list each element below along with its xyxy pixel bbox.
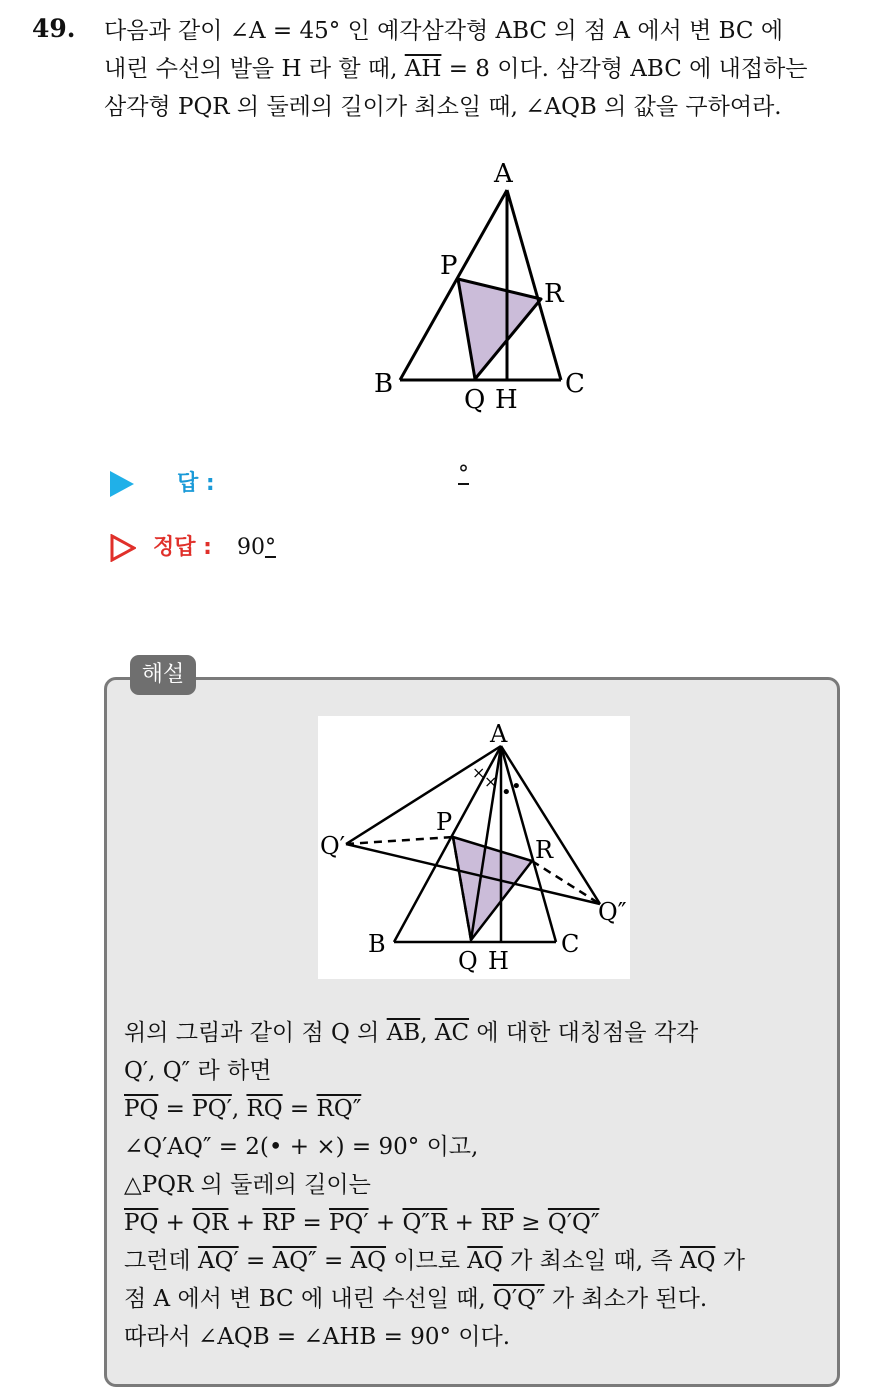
label-h: H: [495, 385, 518, 415]
text-span: ,: [420, 1020, 435, 1046]
text-span: +: [368, 1210, 403, 1236]
text-span: 가 최소일 때, 즉: [502, 1248, 680, 1274]
label-h: H: [488, 947, 509, 975]
label-r: R: [535, 836, 554, 864]
text-span: = 8 이다. 삼각형 ABC 에 내접하는: [441, 56, 808, 82]
segment-label: $\overline{RP}$: [262, 1210, 296, 1236]
text-span: △PQR 의 둘레의 길이는: [124, 1172, 371, 1198]
dot-mark-2: •: [511, 776, 522, 797]
question-text: [104, 12, 874, 126]
segment-label: AQ′: [197, 1248, 239, 1274]
segment-label: PQ′: [329, 1210, 369, 1236]
text-line: [124, 1090, 834, 1128]
segment-label: Q″R: [402, 1210, 448, 1236]
segment-label: $\overline{PQ}$: [124, 1210, 159, 1236]
text-span: 내린 수선의 발을 H 라 할 때,: [104, 56, 405, 82]
label-p: P: [436, 808, 453, 836]
text-span: 삼각형 PQR 의 둘레의 길이가 최소일 때, ∠AQB 의 값을 구하여라.: [104, 94, 782, 120]
text-span: =: [282, 1096, 317, 1122]
inscribed-triangle-pqr: [458, 279, 541, 379]
segment-label: $\overline{AH}$: [404, 56, 442, 82]
label-p: P: [440, 251, 458, 281]
line-aq1: [346, 746, 501, 844]
label-b: B: [374, 369, 394, 399]
text-span: ,: [231, 1096, 247, 1122]
segment-label: $\overline{AC}$: [434, 1020, 470, 1046]
text-line: [124, 1242, 834, 1280]
answer-blank-unit[interactable]: °: [458, 462, 469, 487]
label-c: C: [565, 369, 585, 399]
label-c: C: [561, 930, 580, 958]
text-line: [104, 12, 874, 50]
label-a: A: [490, 720, 508, 748]
text-span: +: [158, 1210, 193, 1236]
text-span: =: [158, 1096, 193, 1122]
text-span: 가: [715, 1248, 745, 1274]
segment-label: PQ′: [192, 1096, 232, 1122]
dot-mark-1: •: [501, 782, 512, 803]
shaded-triangle-pqr: [453, 837, 532, 940]
segment-label: Q′Q″: [493, 1286, 545, 1312]
segment-label: Q′Q″: [547, 1210, 600, 1236]
text-line: [124, 1318, 834, 1356]
text-line: [124, 1128, 834, 1166]
text-line: [124, 1014, 834, 1052]
text-span: 이므로: [386, 1248, 468, 1274]
segment-label: $\overline{AB}$: [386, 1020, 421, 1046]
play-filled-icon: [110, 471, 134, 497]
label-r: R: [544, 279, 564, 309]
segment-label: $\overline{AQ}$: [350, 1248, 387, 1274]
text-span: ≥: [513, 1210, 548, 1236]
text-span: 점 A 에서 변 BC 에 내린 수선일 때,: [124, 1286, 494, 1312]
text-line: [124, 1166, 834, 1204]
text-span: =: [238, 1248, 273, 1274]
cross-mark-1: ×: [472, 763, 486, 782]
segment-label: $\overline{RP}$: [481, 1210, 514, 1236]
play-outline-icon: [110, 534, 136, 562]
dashed-q1p: [346, 837, 453, 844]
text-span: +: [447, 1210, 482, 1236]
text-span: +: [228, 1210, 263, 1236]
label-q1: Q′: [320, 832, 346, 860]
text-line: [104, 88, 874, 126]
text-line: [124, 1280, 834, 1318]
text-span: 위의 그림과 같이 점 Q 의: [124, 1020, 387, 1046]
solution-tag: 해설: [130, 655, 196, 695]
dashed-rq2: [532, 861, 600, 904]
label-b: B: [368, 930, 386, 958]
text-span: =: [316, 1248, 351, 1274]
text-line: [124, 1204, 834, 1242]
text-span: 따라서 ∠AQB = ∠AHB = 90° 이다.: [124, 1324, 511, 1350]
text-span: 다음과 같이 ∠A = 45° 인 예각삼각형 ABC 의 점 A 에서 변 BC 에: [104, 18, 784, 44]
label-q2: Q″: [598, 898, 627, 926]
correct-answer-value: 90°: [236, 535, 276, 560]
cross-mark-2: ×: [484, 772, 498, 791]
segment-label: RQ″: [316, 1096, 362, 1122]
segment-label: $\overline{QR}$: [192, 1210, 229, 1236]
text-line: [104, 50, 874, 88]
label-q: Q: [464, 385, 486, 415]
solution-text: [124, 1014, 834, 1356]
label-a: A: [494, 159, 513, 189]
segment-label: $\overline{AQ}$: [679, 1248, 716, 1274]
answer-label: 답 :: [177, 471, 215, 496]
text-span: 그런데: [124, 1248, 198, 1274]
answer-row: [110, 462, 469, 497]
triangle-figure: [368, 150, 608, 420]
text-span: =: [295, 1210, 330, 1236]
segment-label: $\overline{RQ}$: [246, 1096, 283, 1122]
text-span: 에 대한 대칭점을 각각: [469, 1020, 699, 1046]
text-span: ∠Q′AQ″ = 2(• + ×) = 90° 이고,: [124, 1134, 479, 1160]
segment-label: $\overline{AQ}$: [467, 1248, 503, 1274]
question-number: 49.: [32, 14, 76, 43]
text-span: Q′, Q″ 라 하면: [124, 1058, 272, 1084]
segment-label: $\overline{PQ}$: [124, 1096, 159, 1122]
solution-figure: [318, 716, 630, 979]
text-line: [124, 1052, 834, 1090]
correct-answer-label: 정답 :: [153, 535, 212, 560]
label-q: Q: [458, 947, 478, 975]
segment-label: AQ″: [272, 1248, 317, 1274]
correct-answer-row: [110, 530, 276, 562]
text-span: 가 최소가 된다.: [544, 1286, 708, 1312]
